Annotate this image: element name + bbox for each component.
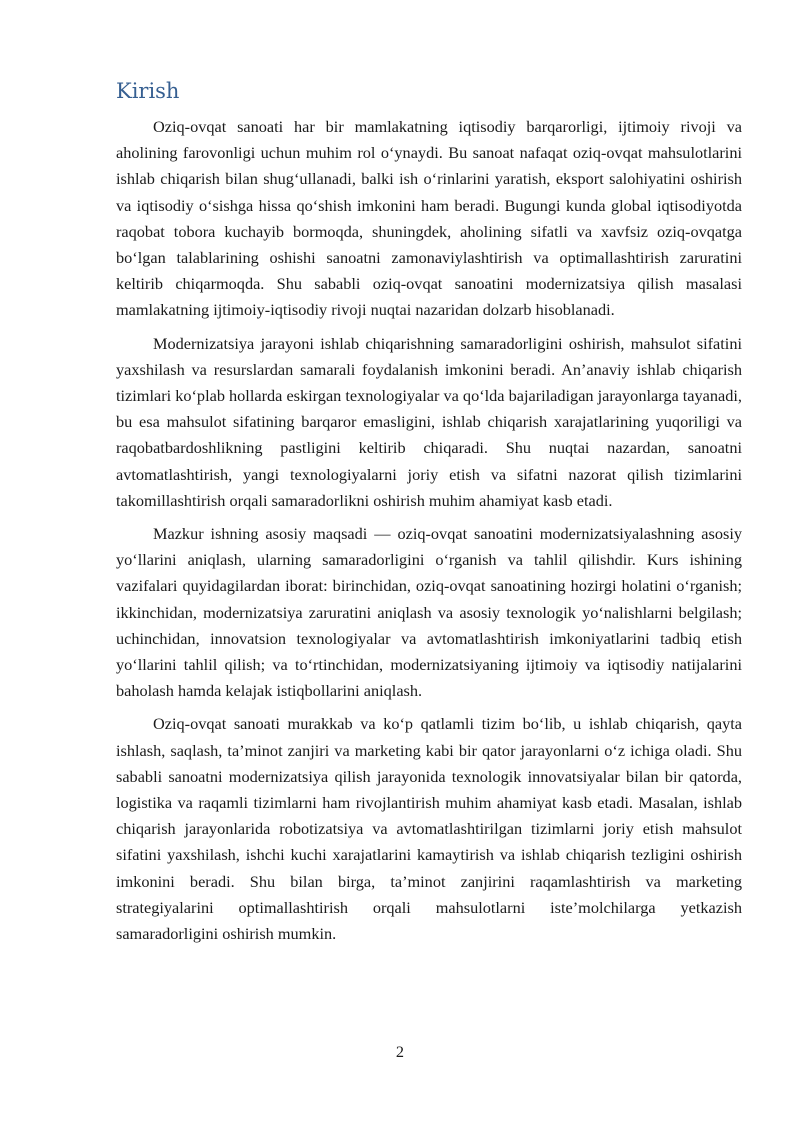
- page-number: 2: [395, 1042, 405, 1061]
- body-text: [116, 114, 742, 954]
- section-heading: Kirish: [116, 79, 180, 103]
- paragraph: Oziq-ovqat sanoati murakkab va ko‘p qatlamli tizim bo‘lib, u ishlab chiqarish, qayta ishlash, saqlash, ta’minot zanjiri va marketing kabi bir qator jarayonlarni o‘z ichiga oladi. Shu sababli sanoatni modernizatsiya qilish jarayonida texnologik innovatsiyalar bilan bir qatorda, logistika va raqamli tizimlarni ham rivojlantirish muhim ahamiyat kasb etadi. Masalan, ishlab chiqarish jarayonlarida robotizatsiya va avtomatlashtirilgan tizimlarni joriy etish mahsulot sifatini yaxshilash, ishchi kuchi xarajatlarini kamaytirish va ishlab chiqarish tezligini oshirish imkonini beradi. Shu bilan birga, ta’minot zanjirini raqamlashtirish va marketing strategiyalarini optimallashtirish orqali mahsulotlarni iste’molchilarga yetkazish samaradorligini oshirish mumkin.: [116, 714, 742, 944]
- paragraph: Modernizatsiya jarayoni ishlab chiqarishning samaradorligini oshirish, mahsulot sifatini yaxshilash va resurslardan samarali foydalanish imkonini beradi. An’anaviy ishlab chiqarish tizimlari ko‘plab hollarda eskirgan texnologiyalar va qo‘lda bajariladigan jarayonlarga tayanadi, bu esa mahsulot sifatining barqaror emasligini, ishlab chiqarish xarajatlarining yuqoriligi va raqobatbardoshlikning pastligini keltirib chiqaradi. Shu nuqtai nazardan, sanoatni avtomatlashtirish, yangi texnologiyalarni joriy etish va sifatni nazorat qilish tizimlarini takomillashtirish orqali samaradorlikni oshirish muhim ahamiyat kasb etadi.: [116, 333, 742, 510]
- paragraph: Oziq-ovqat sanoati har bir mamlakatning iqtisodiy barqarorligi, ijtimoiy rivoji va aholining farovonligi uchun muhim rol o‘ynaydi. Bu sanoat nafaqat oziq-ovqat mahsulotlarini ishlab chiqarish bilan shug‘ullanadi, balki ish o‘rinlarini yaratish, eksport salohiyatini oshirish va iqtisodiy o‘sishga hissa qo‘shish imkonini ham beradi. Bugungi kunda global iqtisodiyotda raqobat tobora kuchayib bormoqda, shuningdek, aholining sifatli va xavfsiz oziq-ovqatga bo‘lgan talablarining oshishi sanoatni zamonaviylashtirish va optimallashtirish zaruratini keltirib chiqarmoqda. Shu sababli oziq-ovqat sanoatini modernizatsiya qilish masalasi mamlakatning ijtimoiy-iqtisodiy rivoji nuqtai nazaridan dolzarb hisoblanadi.: [116, 117, 742, 320]
- paragraph: Mazkur ishning asosiy maqsadi — oziq-ovqat sanoatini modernizatsiyalashning asosiy yo‘llarini aniqlash, ularning samaradorligini o‘rganish va tahlil qilishdir. Kurs ishining vazifalari quyidagilardan iborat: birinchidan, oziq-ovqat sanoatining hozirgi holatini o‘rganish; ikkinchidan, modernizatsiya zaruratini aniqlash va asosiy texnologik yo‘nalishlarni belgilash; uchinchidan, innovatsion texnologiyalar va avtomatlashtirish imkoniyatlarini tadbiq etish yo‘llarini tahlil qilish; va to‘rtinchidan, modernizatsiyaning ijtimoiy va iqtisodiy natijalarini baholash hamda kelajak istiqbollarini aniqlash.: [116, 524, 742, 701]
